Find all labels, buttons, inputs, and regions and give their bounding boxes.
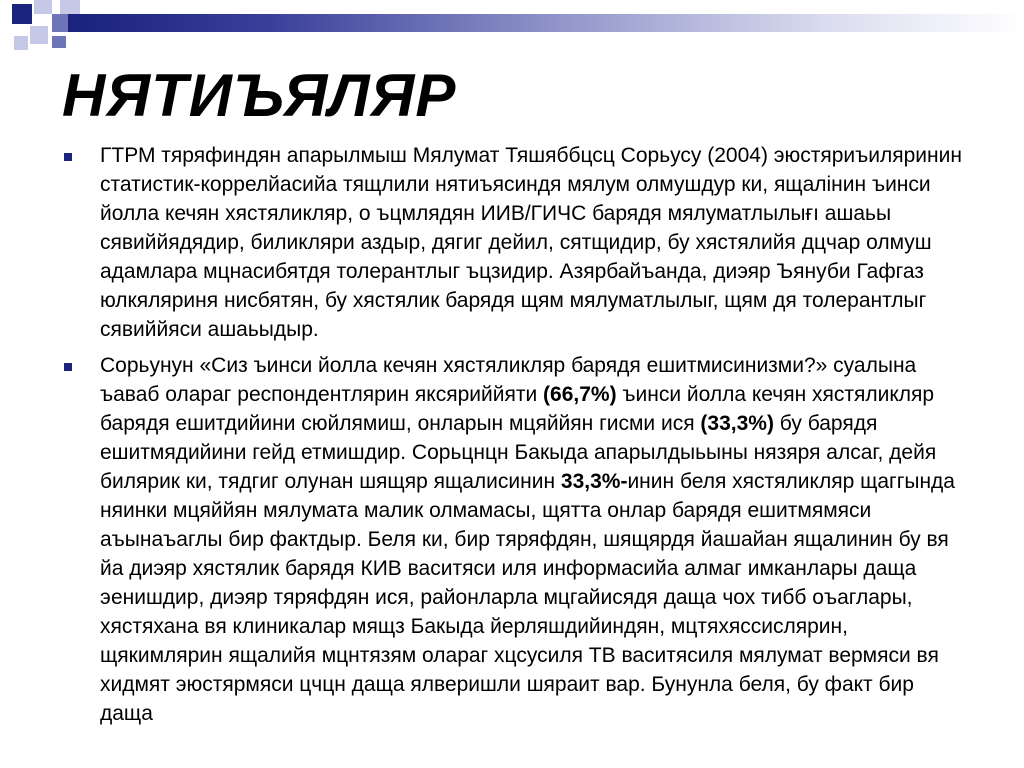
bold-figure: (66,7%) bbox=[543, 383, 617, 406]
header-decoration bbox=[0, 0, 1024, 62]
bullet-item bbox=[62, 141, 972, 344]
slide-title: НЯТИЪЯЛЯР bbox=[62, 62, 457, 129]
decor-square bbox=[68, 14, 80, 32]
decor-square bbox=[30, 26, 48, 44]
decor-square bbox=[52, 36, 66, 48]
square-bullet-icon bbox=[64, 153, 72, 161]
gradient-bar bbox=[80, 14, 1024, 32]
bullet-list bbox=[62, 141, 972, 735]
bullet-item bbox=[62, 351, 972, 728]
decor-square bbox=[12, 4, 32, 24]
decor-square bbox=[60, 0, 80, 14]
bold-figure: (33,3%) bbox=[700, 412, 774, 435]
decor-square bbox=[52, 14, 68, 32]
decor-square bbox=[34, 0, 52, 14]
square-bullet-icon bbox=[64, 363, 72, 371]
decor-square bbox=[14, 36, 28, 50]
bullet-text: Сорьунун «Сиз ъинси йолла кечян хястяликляр барядя ешитмисинизми?» суалына ъаваб олараг респондентлярин яксяриййяти (66,7%) ъинси йолла кечян хястяликляр барядя ешитдийини сюйлямиш, онларын мцяййян гисми ися (33,3%) бу барядя ешитмядийини гейд етмишдир. Сорьцнцн Бакыда апарылдыьыны нязяря алсаг, дейя билярик ки, тядгиг олунан шящяр ящалисинин 33,3%-инин беля хястяликляр щаггында няинки мцяййян мялумата малик олмамасы, щятта онлар барядя ешитмямяси аъынаъаглы бир фактдыр. Беля ки, бир тяряфдян, шящярдя йашайан ящалинин бу вя йа диэяр хястялик барядя КИВ васитяси иля информасийа алмаг имканлары даща эенишдир, диэяр тяряфдян ися, районларла мцгайисядя даща чох тибб оъаглары, хястяхана вя клиникалар мящз Бакыда йерляшдийиндян, мцтяхяссислярин, щякимлярин ящалийя мцнтязям олараг хцсусиля ТВ васитясиля мялумат вермяси вя хидмят эюстярмяси цчцн даща ялверишли шяраит вар. Бунунла беля, бу факт бир даща bbox=[100, 354, 955, 725]
bold-figure: 33,3%- bbox=[560, 470, 628, 493]
bullet-text: ГТРМ тяряфиндян апарылмыш Мялумат Тяшяббцсц Сорьусу (2004) эюстяриъиляринин статистик-коррелйасийа тящлили нятиъясиндя мялум олмушдур ки, ящалінин ъинси йолла кечян хястяликляр, о ъцмлядян ИИВ/ГИЧС барядя мялуматлылығı ашаьы сявиййядядир, биликляри аздыр, дягиг дейил, сятщидир, бу хястялийя дцчар олмуш адамлара мцнасибятдя толерантлыг ъцзидир. Азярбайъанда, диэяр Ъянуби Гафгаз юлкяляриня нисбятян, бу хястялик барядя щям мялуматлылыг, щям дя толерантлыг сявиййяси ашаьыдыр. bbox=[100, 144, 962, 341]
